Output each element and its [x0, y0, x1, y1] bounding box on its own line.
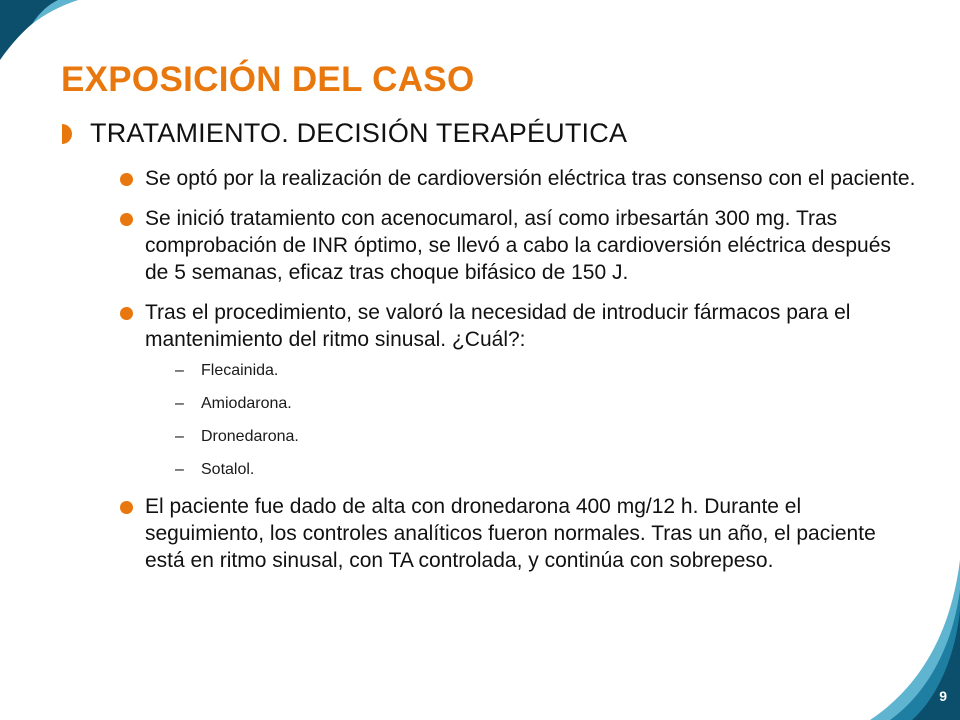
page-number: 9: [939, 688, 947, 704]
bullet-list: [62, 165, 922, 574]
drug-option: [145, 361, 922, 380]
drug-option-label: Amiodarona.: [201, 395, 292, 412]
bullet-text: El paciente fue dado de alta con dronedarona 400 mg/12 h. Durante el seguimiento, los controles analíticos fueron normales. Tras un año, el paciente está en ritmo sinusal, con TA controlada, y continúa con sobrepeso.: [145, 495, 876, 572]
bullet-item-4: [62, 493, 922, 574]
drug-options-list: [145, 361, 922, 479]
bullet-dot-icon: [120, 307, 133, 320]
bullet-text: Se inició tratamiento con acenocumarol, así como irbesartán 300 mg. Tras comprobación de INR óptimo, se llevó a cabo la cardioversión eléctrica después de 5 semanas, eficaz tras choque bifásico de 150 J.: [145, 207, 891, 284]
drug-option-label: Flecainida.: [201, 362, 279, 379]
section-heading: [62, 118, 922, 149]
drug-option: [145, 460, 922, 479]
top-left-swoosh: [0, 0, 78, 60]
bullet-item-1: [62, 165, 922, 192]
dash-marker: –: [175, 461, 184, 478]
bullet-text: Tras el procedimiento, se valoró la necesidad de introducir fármacos para el mantenimiento del ritmo sinusal. ¿Cuál?:: [145, 301, 851, 351]
bullet-dot-icon: [120, 501, 133, 514]
dash-marker: –: [175, 395, 184, 412]
bullet-item-2: [62, 205, 922, 286]
dash-marker: –: [175, 362, 184, 379]
section-marker-icon: [62, 124, 72, 144]
section-title: TRATAMIENTO. DECISIÓN TERAPÉUTICA: [90, 118, 628, 148]
bullet-text: Se optó por la realización de cardioversión eléctrica tras consenso con el paciente.: [145, 167, 916, 190]
dash-marker: –: [175, 428, 184, 445]
drug-option: [145, 394, 922, 413]
slide-title: EXPOSICIÓN DEL CASO: [61, 60, 475, 99]
treatment-section: [62, 118, 922, 587]
bullet-dot-icon: [120, 173, 133, 186]
drug-option-label: Sotalol.: [201, 461, 255, 478]
drug-option: [145, 427, 922, 446]
bullet-dot-icon: [120, 213, 133, 226]
drug-option-label: Dronedarona.: [201, 428, 299, 445]
bullet-item-3: [62, 299, 922, 479]
